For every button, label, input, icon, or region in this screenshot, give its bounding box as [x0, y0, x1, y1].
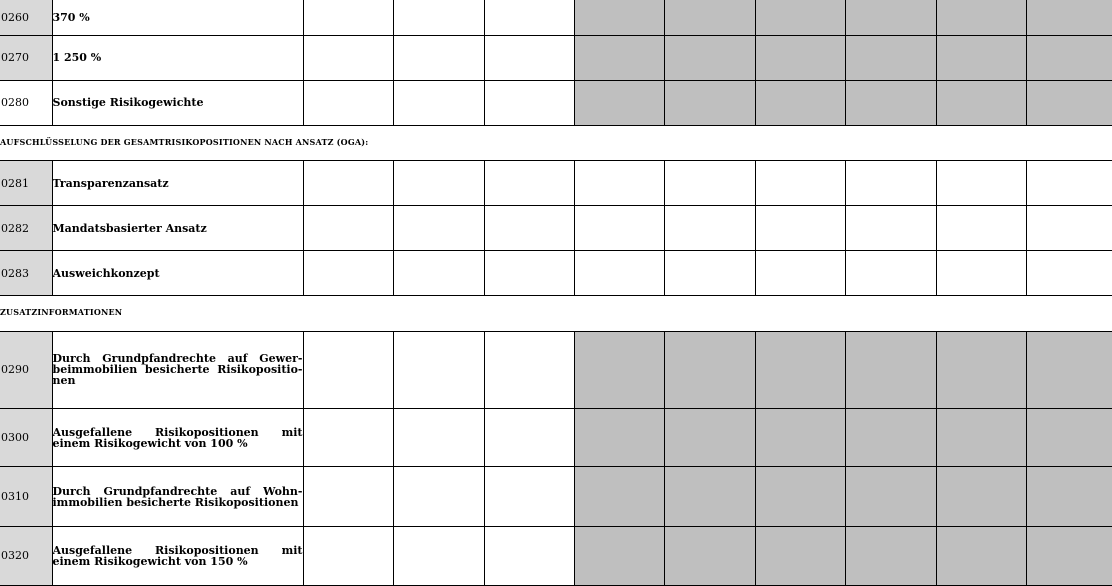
row-code: 0260 [0, 0, 52, 35]
shaded-cell [845, 0, 936, 35]
shaded-cell [664, 80, 755, 125]
input-cell[interactable] [303, 35, 393, 80]
table-row [0, 35, 1112, 80]
shaded-cell [664, 35, 755, 80]
input-cell[interactable] [484, 161, 574, 206]
section-row [0, 125, 1112, 161]
shaded-cell [936, 331, 1026, 409]
shaded-cell [936, 80, 1026, 125]
shaded-cell [755, 331, 845, 409]
input-cell[interactable] [393, 80, 484, 125]
input-cell[interactable] [303, 0, 393, 35]
input-cell[interactable] [393, 251, 484, 296]
input-cell[interactable] [393, 331, 484, 409]
table-row [0, 331, 1112, 409]
input-cell[interactable] [303, 331, 393, 409]
shaded-cell [936, 467, 1026, 526]
input-cell[interactable] [1026, 161, 1112, 206]
row-code: 0320 [0, 526, 52, 585]
input-cell[interactable] [393, 526, 484, 585]
shaded-cell [1026, 467, 1112, 526]
input-cell[interactable] [574, 206, 664, 251]
row-code: 0281 [0, 161, 52, 206]
input-cell[interactable] [393, 35, 484, 80]
shaded-cell [574, 80, 664, 125]
shaded-cell [1026, 526, 1112, 585]
row-label: Transparenzansatz [52, 161, 303, 206]
shaded-cell [755, 0, 845, 35]
shaded-cell [845, 80, 936, 125]
shaded-cell [664, 526, 755, 585]
input-cell[interactable] [936, 251, 1026, 296]
row-code: 0270 [0, 35, 52, 80]
shaded-cell [664, 331, 755, 409]
input-cell[interactable] [936, 161, 1026, 206]
input-cell[interactable] [845, 161, 936, 206]
table-row [0, 409, 1112, 467]
shaded-cell [755, 80, 845, 125]
input-cell[interactable] [484, 206, 574, 251]
shaded-cell [574, 467, 664, 526]
input-cell[interactable] [845, 206, 936, 251]
input-cell[interactable] [484, 467, 574, 526]
shaded-cell [845, 526, 936, 585]
shaded-cell [845, 331, 936, 409]
shaded-cell [845, 409, 936, 467]
row-code: 0290 [0, 331, 52, 409]
input-cell[interactable] [755, 251, 845, 296]
input-cell[interactable] [484, 409, 574, 467]
table-row [0, 80, 1112, 125]
shaded-cell [936, 526, 1026, 585]
row-label: Ausgefallene Risikopositionen mit einem Risikogewicht von 100 % [52, 409, 303, 467]
shaded-cell [936, 0, 1026, 35]
shaded-cell [1026, 0, 1112, 35]
shaded-cell [574, 35, 664, 80]
table-row [0, 206, 1112, 251]
row-code: 0310 [0, 467, 52, 526]
shaded-cell [1026, 80, 1112, 125]
shaded-cell [936, 409, 1026, 467]
shaded-cell [664, 467, 755, 526]
shaded-cell [755, 526, 845, 585]
shaded-cell [574, 331, 664, 409]
row-label: 370 % [52, 0, 303, 35]
input-cell[interactable] [393, 409, 484, 467]
row-code: 0282 [0, 206, 52, 251]
input-cell[interactable] [303, 206, 393, 251]
input-cell[interactable] [393, 161, 484, 206]
input-cell[interactable] [845, 251, 936, 296]
row-code: 0283 [0, 251, 52, 296]
input-cell[interactable] [484, 251, 574, 296]
row-label: Sonstige Risikogewichte [52, 80, 303, 125]
row-label: Durch Grundpfandrechte auf Gewerbeimmobilien besicherte Risikopositionen [52, 331, 303, 409]
table-row [0, 251, 1112, 296]
input-cell[interactable] [755, 161, 845, 206]
input-cell[interactable] [303, 409, 393, 467]
input-cell[interactable] [755, 206, 845, 251]
shaded-cell [1026, 35, 1112, 80]
input-cell[interactable] [574, 251, 664, 296]
row-label: Ausgefallene Risikopositionen mit einem Risikogewicht von 150 % [52, 526, 303, 585]
input-cell[interactable] [1026, 206, 1112, 251]
shaded-cell [574, 0, 664, 35]
table-row [0, 161, 1112, 206]
row-label: Mandatsbasierter Ansatz [52, 206, 303, 251]
input-cell[interactable] [484, 35, 574, 80]
input-cell[interactable] [1026, 251, 1112, 296]
input-cell[interactable] [303, 161, 393, 206]
section-heading-oga: AUFSCHLÜSSELUNG DER GESAMTRISIKOPOSITIONEN NACH ANSATZ (OGA): [0, 125, 1112, 161]
row-code: 0300 [0, 409, 52, 467]
shaded-cell [936, 35, 1026, 80]
shaded-cell [1026, 409, 1112, 467]
input-cell[interactable] [574, 161, 664, 206]
shaded-cell [574, 409, 664, 467]
input-cell[interactable] [936, 206, 1026, 251]
input-cell[interactable] [664, 161, 755, 206]
input-cell[interactable] [484, 80, 574, 125]
input-cell[interactable] [484, 331, 574, 409]
shaded-cell [574, 526, 664, 585]
input-cell[interactable] [484, 0, 574, 35]
input-cell[interactable] [303, 251, 393, 296]
shaded-cell [664, 409, 755, 467]
input-cell[interactable] [393, 467, 484, 526]
shaded-cell [1026, 331, 1112, 409]
shaded-cell [755, 35, 845, 80]
table-row [0, 0, 1112, 35]
input-cell[interactable] [303, 526, 393, 585]
input-cell[interactable] [303, 80, 393, 125]
input-cell[interactable] [484, 526, 574, 585]
section-heading-zusatz: ZUSATZINFORMATIONEN [0, 295, 1112, 331]
section-row [0, 295, 1112, 331]
input-cell[interactable] [664, 251, 755, 296]
row-code: 0280 [0, 80, 52, 125]
shaded-cell [664, 0, 755, 35]
row-label: Durch Grundpfandrechte auf Wohnimmobilien besicherte Risikopositionen [52, 467, 303, 526]
table-row [0, 526, 1112, 585]
shaded-cell [845, 467, 936, 526]
shaded-cell [755, 467, 845, 526]
table-row [0, 467, 1112, 526]
shaded-cell [845, 35, 936, 80]
input-cell[interactable] [664, 206, 755, 251]
row-label: Ausweichkonzept [52, 251, 303, 296]
input-cell[interactable] [393, 0, 484, 35]
row-label: 1 250 % [52, 35, 303, 80]
shaded-cell [755, 409, 845, 467]
input-cell[interactable] [393, 206, 484, 251]
input-cell[interactable] [303, 467, 393, 526]
